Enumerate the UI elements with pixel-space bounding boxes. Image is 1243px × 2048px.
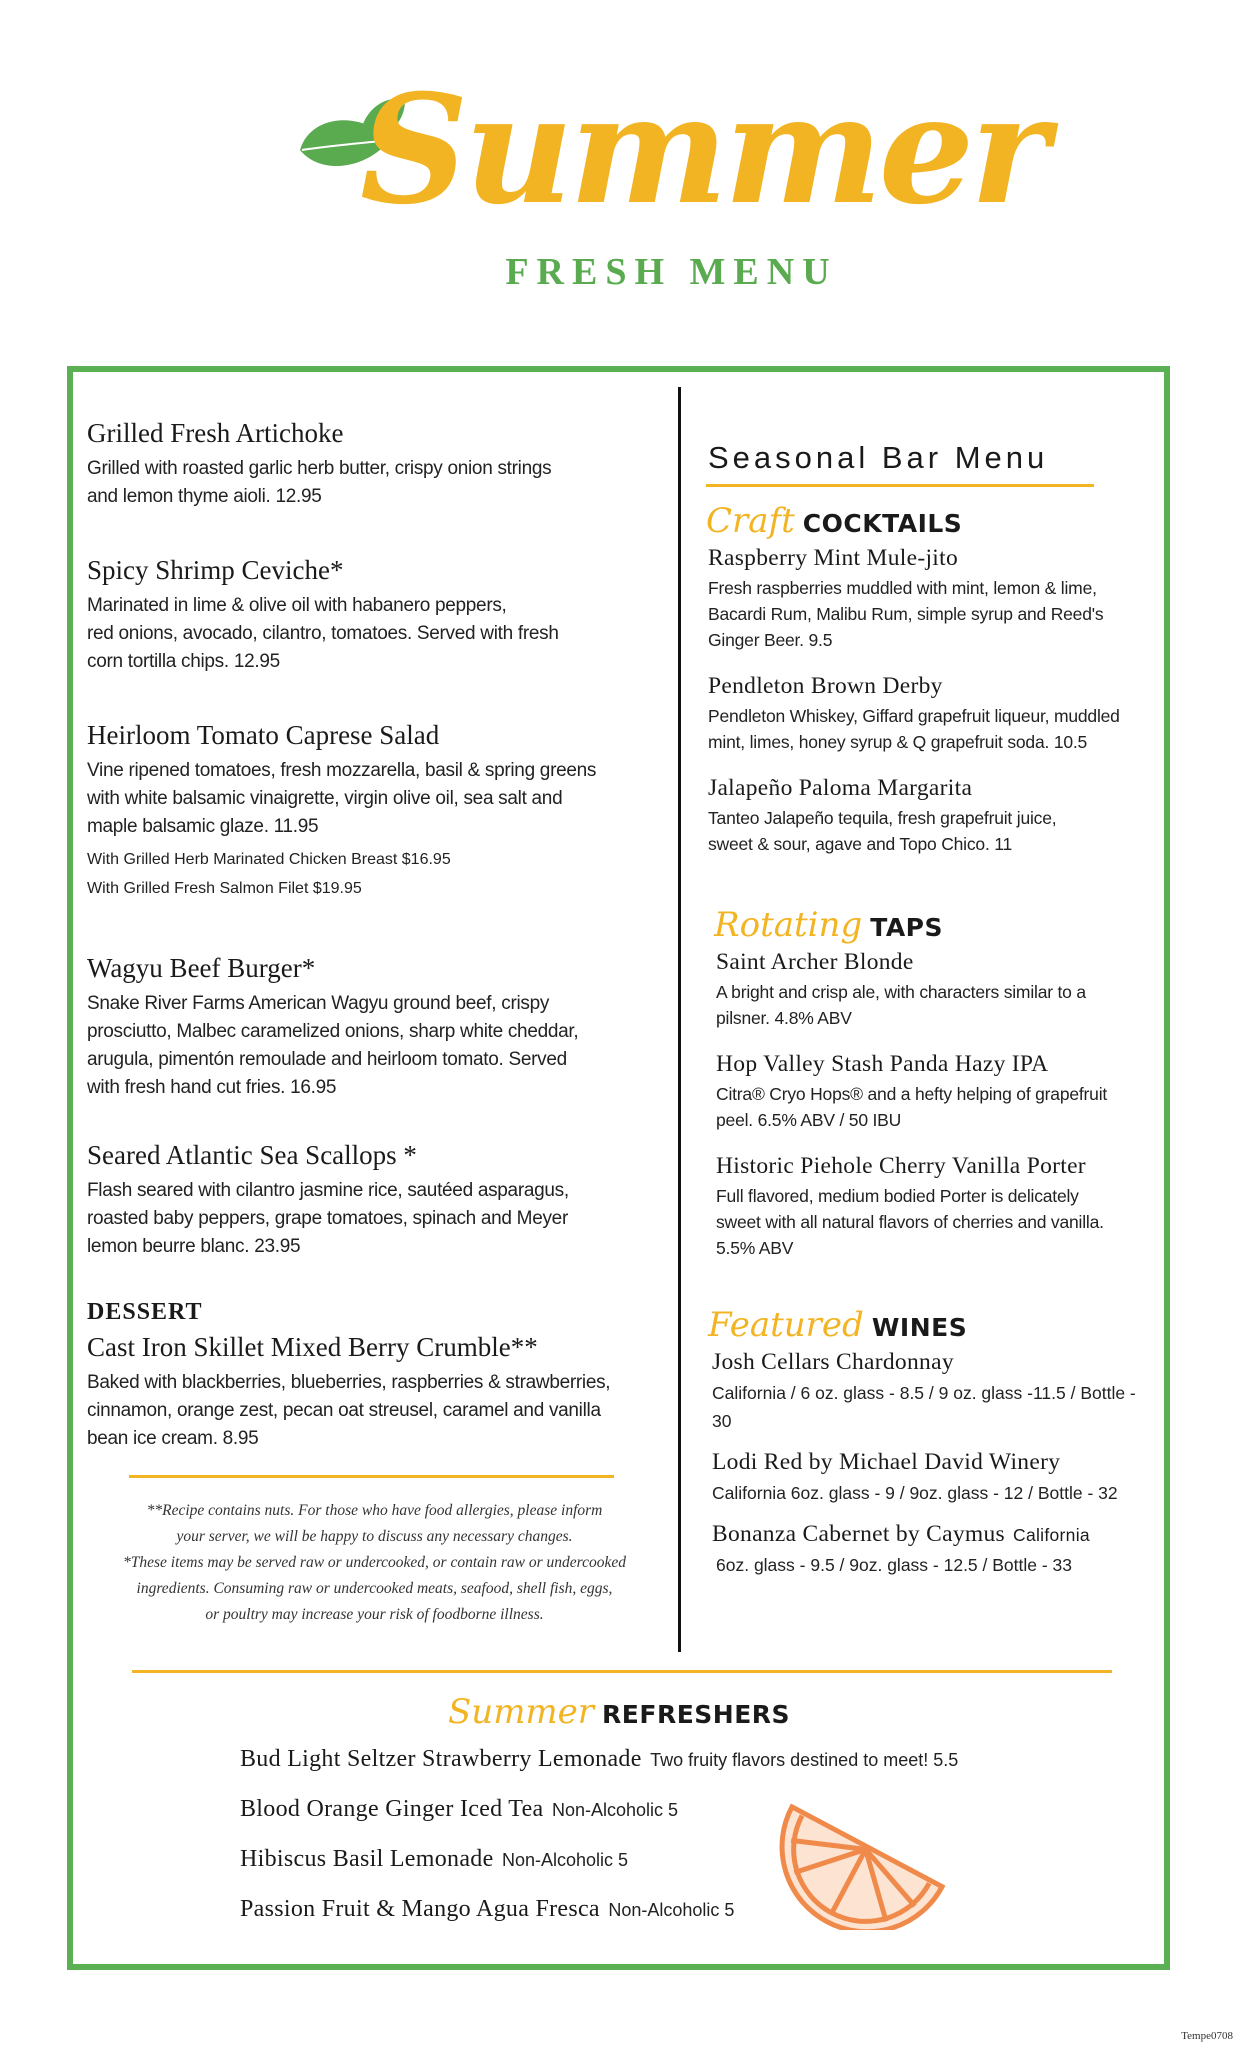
drink-item (706, 545, 1156, 653)
wine-pricing: 6oz. glass - 9.5 / 9oz. glass - 12.5 / Bottle - 33 (716, 1555, 1073, 1575)
drink-description: Tanteo Jalapeño tequila, fresh grapefruit juice, sweet & sour, agave and Topo Chico. 11 (708, 808, 1057, 854)
wine-item (710, 1449, 1156, 1507)
menu-header (0, 50, 1243, 310)
wine-pricing: California 6oz. glass - 9 / 9oz. glass - 12 / Bottle - 32 (712, 1483, 1118, 1503)
drink-name: Historic Piehole Cherry Vanilla Porter (716, 1153, 1086, 1179)
item-name: Grilled Fresh Artichoke (87, 418, 344, 448)
refresher-note: Two fruity flavors destined to meet! 5.5 (650, 1750, 959, 1770)
refresher-name: Bud Light Seltzer Strawberry Lemonade (240, 1746, 642, 1772)
wine-pricing: California / 6 oz. glass - 8.5 / 9 oz. glass -11.5 / Bottle - 30 (712, 1383, 1136, 1431)
food-column (87, 418, 662, 1628)
bar-column (706, 440, 1156, 1599)
item-addon: With Grilled Fresh Salmon Filet $19.95 (87, 880, 362, 897)
item-description: Marinated in lime & olive oil with habanero peppers, red onions, avocado, cilantro, tomatoes. Served with fresh corn tortilla chips. 12.95 (87, 595, 559, 672)
item-name: Cast Iron Skillet Mixed Berry Crumble** (87, 1332, 538, 1362)
drink-description: A bright and crisp ale, with characters similar to a pilsner. 4.8% ABV (716, 982, 1086, 1028)
refresher-item (240, 1796, 1140, 1823)
menu-item (87, 418, 662, 511)
drink-name: Hop Valley Stash Panda Hazy IPA (716, 1051, 1049, 1077)
drink-description: Citra® Cryo Hops® and a hefty helping of grapefruit peel. 6.5% ABV / 50 IBU (716, 1084, 1108, 1130)
dessert-heading: DESSERT (87, 1299, 203, 1325)
item-description: Grilled with roasted garlic herb butter, crispy onion strings and lemon thyme aioli. 12.95 (87, 458, 552, 507)
item-name: Wagyu Beef Burger* (87, 953, 316, 983)
wine-item (710, 1521, 1156, 1579)
orange-slice-icon (760, 1790, 960, 1930)
refresher-name: Passion Fruit & Mango Agua Fresca (240, 1896, 600, 1922)
divider (129, 1475, 614, 1478)
drink-name: Pendleton Brown Derby (708, 673, 943, 699)
wine-item (710, 1349, 1156, 1435)
menu-item (87, 720, 662, 903)
item-name: Spicy Shrimp Ceviche* (87, 555, 344, 585)
dessert-item (87, 1299, 662, 1453)
wine-origin: California (1013, 1525, 1090, 1545)
drink-description: Full flavored, medium bodied Porter is delicately sweet with all natural flavors of cherries and vanilla. 5.5% ABV (716, 1186, 1104, 1258)
item-name: Heirloom Tomato Caprese Salad (87, 720, 440, 750)
wine-name: Josh Cellars Chardonnay (712, 1349, 954, 1375)
footer-code: Tempe0708 (1181, 2030, 1233, 2042)
drink-item (714, 1051, 1156, 1133)
drink-item (706, 775, 1156, 857)
wine-name: Lodi Red by Michael David Winery (712, 1449, 1061, 1475)
drink-name: Jalapeño Paloma Margarita (708, 775, 973, 801)
item-description: Flash seared with cilantro jasmine rice, sautéed asparagus, roasted baby peppers, grape tomatoes, spinach and Meyer lemon beurre blanc. 23.95 (87, 1180, 569, 1257)
refreshers-section (240, 1692, 1140, 1946)
refresher-name: Blood Orange Ginger Iced Tea (240, 1796, 544, 1822)
taps-list (706, 949, 1156, 1261)
drink-description: Pendleton Whiskey, Giffard grapefruit liqueur, muddled mint, limes, honey syrup & Q grapefruit soda. 10.5 (708, 706, 1120, 752)
drink-description: Fresh raspberries muddled with mint, lemon & lime, Bacardi Rum, Malibu Rum, simple syrup and Reed's Ginger Beer. 9.5 (708, 578, 1104, 650)
divider (132, 1670, 1112, 1673)
refresher-name: Hibiscus Basil Lemonade (240, 1846, 494, 1872)
refresher-item (240, 1746, 1140, 1773)
cocktails-heading: Craft COCKTAILS (706, 501, 963, 541)
refreshers-heading: Summer REFRESHERS (448, 1692, 791, 1732)
allergy-notice: **Recipe contains nuts. For those who have food allergies, please inform your server, we will be happy to discuss any necessary changes. *These items may be served raw or undercooked, or contain raw or undercooked ingredients. Consuming raw or undercooked meats, seafood, shell fish, eggs, or poultry may increase your risk of foodborne illness. (123, 1502, 626, 1623)
menu-item (87, 953, 662, 1102)
column-divider (678, 387, 681, 1652)
item-description: Snake River Farms American Wagyu ground beef, crispy prosciutto, Malbec caramelized onions, sharp white cheddar, arugula, pimentón remoulade and heirloom tomato. Served with fresh hand cut fries. 16.95 (87, 993, 579, 1098)
drink-item (714, 949, 1156, 1031)
menu-item (87, 1140, 662, 1261)
drink-item (706, 673, 1156, 755)
wine-name: Bonanza Cabernet by Caymus California (712, 1521, 1090, 1547)
refresher-item (240, 1896, 1140, 1923)
refresher-item (240, 1846, 1140, 1873)
menu-item (87, 555, 662, 676)
drink-name: Saint Archer Blonde (716, 949, 914, 975)
refresher-note: Non-Alcoholic 5 (551, 1800, 679, 1820)
page-subtitle: FRESH MENU (505, 251, 838, 293)
item-description: Vine ripened tomatoes, fresh mozzarella, basil & spring greens with white balsamic vinaigrette, virgin olive oil, sea salt and maple balsamic glaze. 11.95 (87, 760, 597, 837)
refresher-note: Non-Alcoholic 5 (501, 1850, 629, 1870)
item-name: Seared Atlantic Sea Scallops * (87, 1140, 417, 1170)
drink-item (714, 1153, 1156, 1261)
bar-menu-title: Seasonal Bar Menu (708, 440, 1049, 475)
taps-heading: Rotating TAPS (714, 905, 943, 945)
item-addon: With Grilled Herb Marinated Chicken Breast $16.95 (87, 851, 451, 868)
drink-name: Raspberry Mint Mule-jito (708, 545, 959, 571)
page-title: Summer (360, 62, 1046, 238)
item-description: Baked with blackberries, blueberries, raspberries & strawberries, cinnamon, orange zest, pecan oat streusel, caramel and vanilla bean ice cream. 8.95 (87, 1372, 611, 1449)
divider (706, 484, 1094, 487)
refresher-note: Non-Alcoholic 5 (608, 1900, 735, 1920)
wines-heading: Featured WINES (708, 1305, 968, 1345)
wines-list (706, 1349, 1156, 1579)
